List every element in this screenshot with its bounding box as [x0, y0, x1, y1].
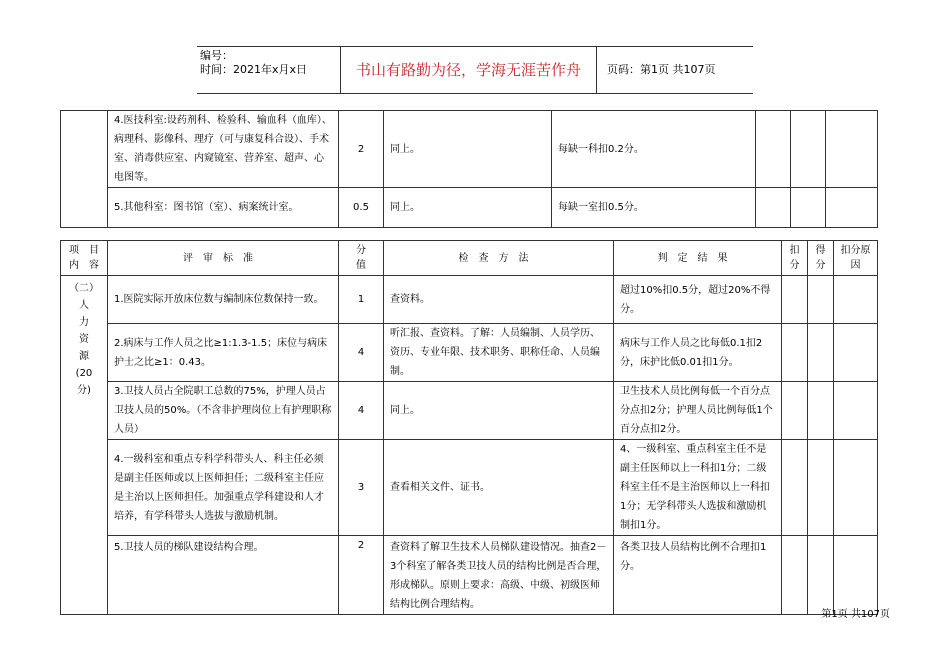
- score-cell: 0.5: [339, 188, 384, 228]
- result-cell: 每缺一室扣0.5分。: [552, 188, 756, 228]
- method-cell: 查资料。: [384, 276, 614, 324]
- standard-cell: 2.病床与工作人员之比≥1:1.3-1.5；床位与病床护士之比≥1：0.43。: [108, 324, 339, 382]
- standard-cell: 3.卫技人员占全院职工总数的75%，护理人员占卫技人员的50%。（不含非护理岗位上有护理职称人员）: [108, 382, 339, 440]
- result-cell: 各类卫技人员结构比例不合理扣1分。: [614, 536, 782, 615]
- score-cell: 1: [339, 276, 384, 324]
- got-cell: [808, 276, 834, 324]
- score-cell: 4: [339, 382, 384, 440]
- table-row: [61, 188, 878, 228]
- header-standard: 评审标准: [108, 241, 339, 276]
- time-label: 时间：2021年x月x日: [200, 63, 308, 76]
- deduct-cell: [782, 276, 808, 324]
- score-cell: 4: [339, 324, 384, 382]
- method-cell: 同上。: [384, 382, 614, 440]
- header-motto: 书山有路勤为径，学海无涯苦作舟: [340, 47, 597, 93]
- header-deduct: 扣 分: [782, 241, 808, 276]
- method-cell: 同上。: [384, 111, 552, 188]
- got-cell: [808, 536, 834, 615]
- header-reason: 扣分原 因: [834, 241, 878, 276]
- result-cell: 卫生技术人员比例每低一个百分点分点扣2分；护理人员比例每低1个百分点扣2分。: [614, 382, 782, 440]
- table-header-row: [61, 241, 878, 276]
- reason-cell: [834, 276, 878, 324]
- reason-cell: [834, 440, 878, 536]
- table-row: [61, 276, 878, 324]
- table-row: [61, 382, 878, 440]
- reason-cell: [826, 111, 878, 188]
- method-cell: 听汇报、查资料。了解：人员编制、人员学历、资历、专业年限、技术职务、职称任命、人员编制。: [384, 324, 614, 382]
- table-row: [61, 324, 878, 382]
- method-cell: 查看相关文件、证书。: [384, 440, 614, 536]
- got-cell: [808, 440, 834, 536]
- category-human-resources: （二） 人 力 资 源 (20 分): [61, 276, 108, 615]
- got-cell: [791, 188, 826, 228]
- result-cell: 4、一级科室、重点科室主任不是副主任医师以上一科扣1分；二级科室主任不是主治医师以上一科扣1分；无学科带头人选拔和激励机制扣1分。: [614, 440, 782, 536]
- category-cell: [61, 111, 108, 228]
- header-meta: [200, 49, 340, 77]
- method-cell: 查资料了解卫生技术人员梯队建设情况。抽查2－3个科室了解各类卫技人员的结构比例是否合理，形成梯队。原则上要求：高级、中级、初级医师结构比例合理结构。: [384, 536, 614, 615]
- deduct-cell: [782, 324, 808, 382]
- reason-cell: [834, 536, 878, 615]
- standard-cell: 4.一级科室和重点专科学科带头人、科主任必须是副主任医师或以上医师担任；二级科室主任应是主治以上医师担任。加强重点学科建设和人才培养，有学科带头人选拔与激励机制。: [108, 440, 339, 536]
- table-continuation: [60, 110, 878, 228]
- deduct-cell: [756, 111, 791, 188]
- table-human-resources: [60, 240, 878, 615]
- result-cell: 病床与工作人员之比每低0.1扣2分，床护比低0.01扣1分。: [614, 324, 782, 382]
- result-cell: 每缺一科扣0.2分。: [552, 111, 756, 188]
- reason-cell: [834, 324, 878, 382]
- score-cell: 3: [339, 440, 384, 536]
- got-cell: [808, 382, 834, 440]
- header-page-label: 页码：第1页 共107页: [607, 63, 716, 76]
- method-cell: 同上。: [384, 188, 552, 228]
- table-row: [61, 111, 878, 188]
- got-cell: [808, 324, 834, 382]
- header-item: 项 目 内 容: [61, 241, 108, 276]
- reason-cell: [834, 382, 878, 440]
- page-footer: 第1页 共107页: [821, 609, 890, 620]
- standard-cell: 5.卫技人员的梯队建设结构合理。: [108, 536, 339, 615]
- header-got: 得 分: [808, 241, 834, 276]
- serial-label: 编号：: [200, 49, 233, 62]
- got-cell: [791, 111, 826, 188]
- standard-cell: 4.医技科室:设药剂科、检验科、输血科（血库）、病理科、影像科、理疗（可与康复科合设）、手术室、消毒供应室、内窥镜室、营养室、超声、心电图等。: [108, 111, 339, 188]
- page-header: [197, 46, 753, 94]
- header-method: 检查方法: [384, 241, 614, 276]
- deduct-cell: [756, 188, 791, 228]
- table-row: [61, 536, 878, 615]
- header-score: 分 值: [339, 241, 384, 276]
- result-cell: 超过10%扣0.5分，超过20%不得分。: [614, 276, 782, 324]
- reason-cell: [826, 188, 878, 228]
- score-cell: 2: [339, 536, 384, 615]
- score-cell: 2: [339, 111, 384, 188]
- standard-cell: 5.其他科室：图书馆（室）、病案统计室。: [108, 188, 339, 228]
- standard-cell: 1.医院实际开放床位数与编制床位数保持一致。: [108, 276, 339, 324]
- deduct-cell: [782, 382, 808, 440]
- table-row: [61, 440, 878, 536]
- deduct-cell: [782, 440, 808, 536]
- header-result: 判定结果: [614, 241, 782, 276]
- deduct-cell: [782, 536, 808, 615]
